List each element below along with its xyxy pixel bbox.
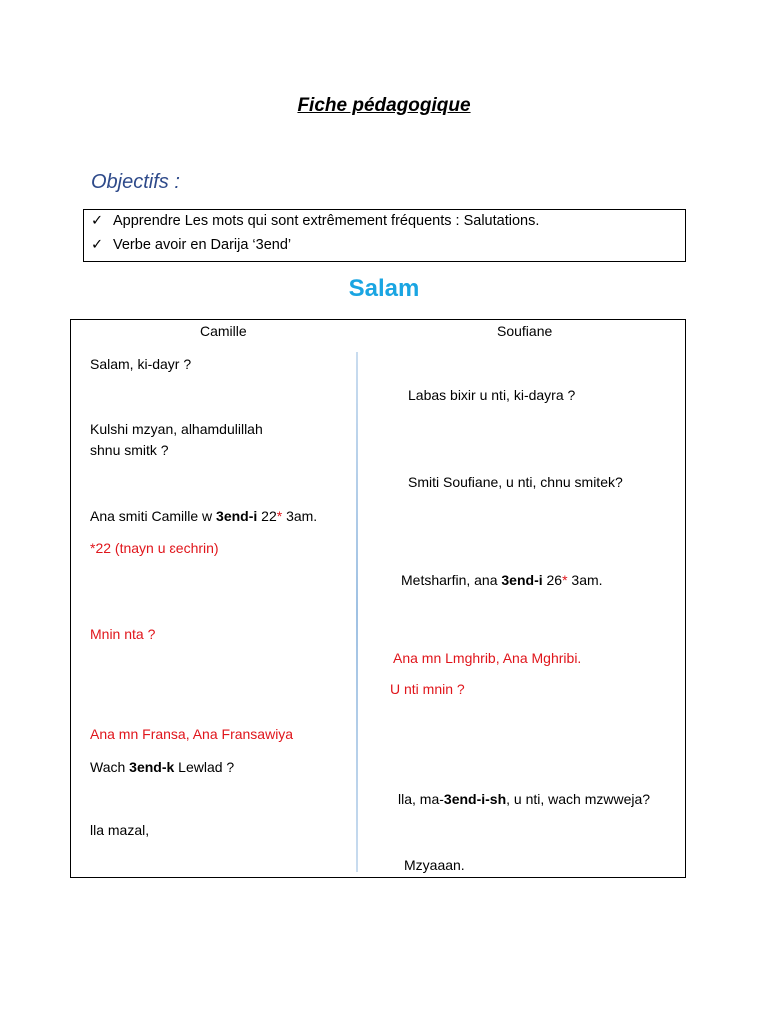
line-bold: 3end-k	[129, 759, 175, 775]
soufiane-line	[398, 791, 650, 807]
line-text: lla, ma-	[398, 791, 444, 807]
camille-line	[90, 508, 317, 524]
line-bold: 3end-i	[501, 572, 543, 588]
speaker-header-soufiane: Soufiane	[497, 323, 553, 339]
camille-note: *22 (tnayn u ɛechrin)	[90, 540, 219, 556]
objective-item	[91, 213, 539, 229]
camille-line	[90, 759, 234, 775]
line-text: Wach	[90, 759, 130, 775]
camille-line: lla mazal,	[90, 822, 150, 838]
line-text: Lewlad ?	[174, 759, 235, 775]
line-text: 3am.	[567, 572, 603, 588]
speaker-header-camille: Camille	[200, 323, 247, 339]
check-icon: ✓	[91, 213, 104, 229]
check-icon: ✓	[91, 237, 104, 253]
camille-line: Mnin nta ?	[90, 626, 156, 642]
footnote-star: *	[276, 508, 283, 524]
line-text: Metsharfin, ana	[401, 572, 502, 588]
line-text: , u nti, wach mzwweja?	[506, 791, 651, 807]
soufiane-line: Mzyaaan.	[404, 857, 465, 873]
line-text: 26	[542, 572, 563, 588]
objective-text: Apprendre Les mots qui sont extrêmement fréquents : Salutations.	[113, 213, 540, 229]
column-divider	[356, 352, 358, 872]
line-bold: 3end-i	[216, 508, 258, 524]
soufiane-line	[401, 572, 603, 588]
footnote-star: *	[562, 572, 568, 588]
camille-line: Salam, ki-dayr ?	[90, 356, 192, 372]
objective-item	[91, 237, 291, 253]
line-text: 3am.	[282, 508, 318, 524]
page-title: Fiche pédagogique	[297, 95, 471, 116]
objectives-box	[83, 209, 686, 262]
camille-line: shnu smitk ?	[90, 442, 169, 458]
soufiane-line: Labas bixir u nti, ki-dayra ?	[408, 387, 576, 403]
dialogue-heading: Salam	[348, 275, 420, 302]
line-text: 22	[257, 508, 277, 524]
line-bold: 3end-i-sh	[443, 791, 507, 807]
soufiane-line: U nti mnin ?	[390, 681, 465, 697]
objective-text: Verbe avoir en Darija ‘3end’	[113, 237, 292, 253]
camille-line: Ana mn Fransa, Ana Fransawiya	[90, 726, 294, 742]
soufiane-line: Smiti Soufiane, u nti, chnu smitek?	[408, 474, 623, 490]
camille-line: Kulshi mzyan, alhamdulillah	[90, 421, 263, 437]
soufiane-line: Ana mn Lmghrib, Ana Mghribi.	[393, 650, 582, 666]
line-text: Ana smiti Camille w	[90, 508, 217, 524]
objectives-heading: Objectifs :	[91, 171, 180, 193]
